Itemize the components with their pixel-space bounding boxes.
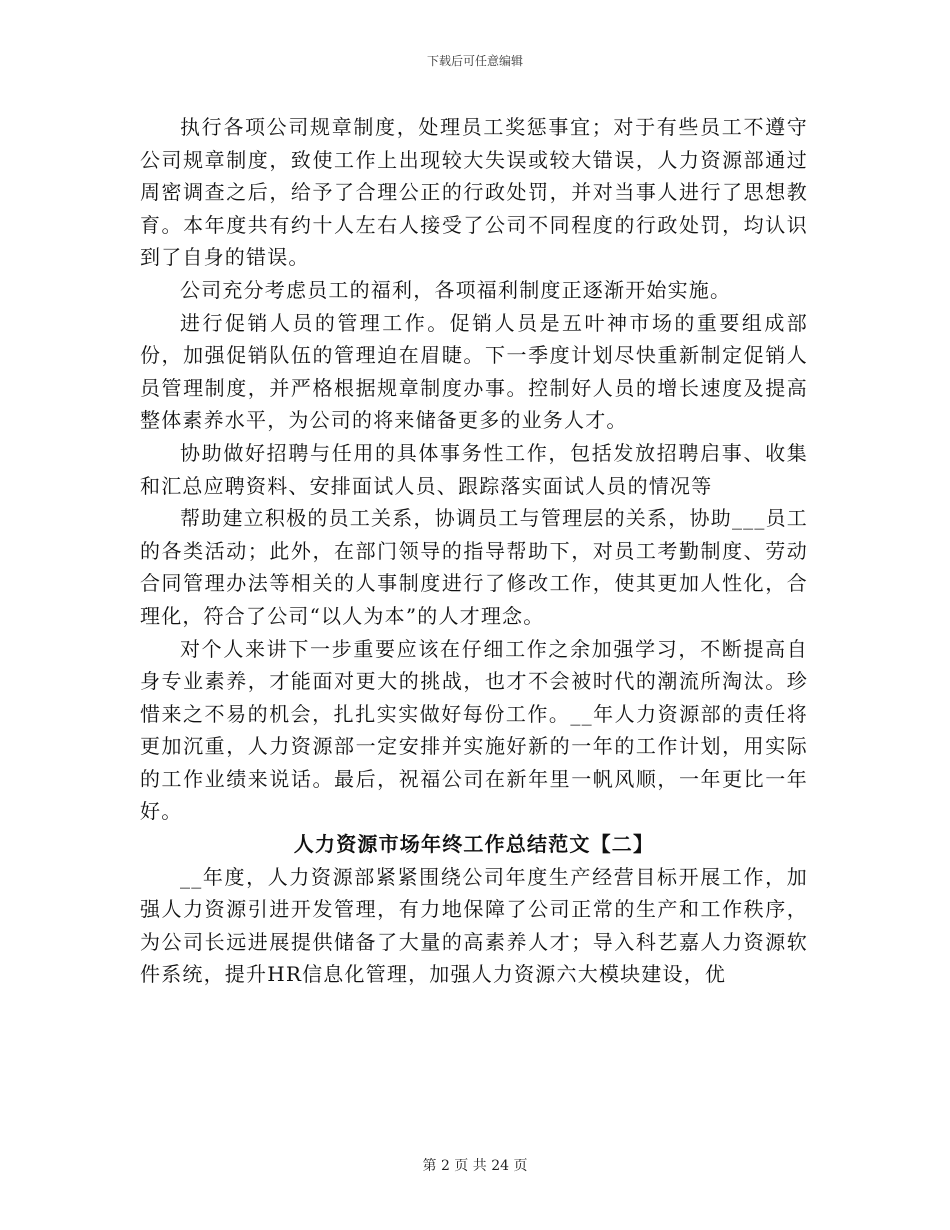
paragraph-welfare: 公司充分考虑员工的福利，各项福利制度正逐渐开始实施。 bbox=[180, 277, 732, 302]
paragraph-section-two-intro: __年度，人力资源部紧紧围绕公司年度生产经营目标开展工作，加强人力资源引进开发管理，有力地保障了公司正常的生产和工作秩序，为公司长远进展提供储备了大量的高素养人才；导入科艺嘉人力资源软件系统，提升HR信息化管理，加强人力资源六大模块建设，优 bbox=[140, 864, 808, 987]
document-body bbox=[140, 111, 808, 991]
page-header: 下载后可任意编辑 bbox=[426, 54, 523, 68]
paragraph-personal-plan: 对个人来讲下一步重要应该在仔细工作之余加强学习，不断提高自身专业素养，才能面对更大的挑战，也才不会被时代的潮流所淘汰。珍惜来之不易的机会，扎扎实实做好每份工作。__年人力资源部的责任将更加沉重，人力资源部一定安排并实施好新的一年的工作计划，用实际的工作业绩来说话。最后，祝福公司在新年里一帆风顺，一年更比一年好。 bbox=[140, 636, 808, 824]
page-footer: 第 2 页 共 24 页 bbox=[422, 1158, 528, 1174]
section-title: 人力资源市场年终工作总结范文【二】 bbox=[293, 832, 655, 857]
paragraph-promoters: 进行促销人员的管理工作。促销人员是五叶神市场的重要组成部份，加强促销队伍的管理迫在眉睫。下一季度计划尽快重新制定促销人员管理制度，并严格根据规章制度办事。控制好人员的增长速度及提高整体素养水平，为公司的将来储备更多的业务人才。 bbox=[140, 310, 808, 433]
paragraph-recruitment: 协助做好招聘与任用的具体事务性工作，包括发放招聘启事、收集和汇总应聘资料、安排面试人员、跟踪落实面试人员的情况等 bbox=[140, 440, 808, 498]
paragraph-employee-relations: 帮助建立积极的员工关系，协调员工与管理层的关系，协助___员工的各类活动；此外，在部门领导的指导帮助下，对员工考勤制度、劳动合同管理办法等相关的人事制度进行了修改工作，使其更加人性化，合理化，符合了公司“以人为本”的人才理念。 bbox=[140, 506, 808, 628]
paragraph-discipline: 执行各项公司规章制度，处理员工奖惩事宜；对于有些员工不遵守公司规章制度，致使工作上出现较大失误或较大错误，人力资源部通过周密调查之后，给予了合理公正的行政处罚，并对当事人进行了思想教育。本年度共有约十人左右人接受了公司不同程度的行政处罚，均认识到了自身的错误。 bbox=[140, 115, 808, 270]
